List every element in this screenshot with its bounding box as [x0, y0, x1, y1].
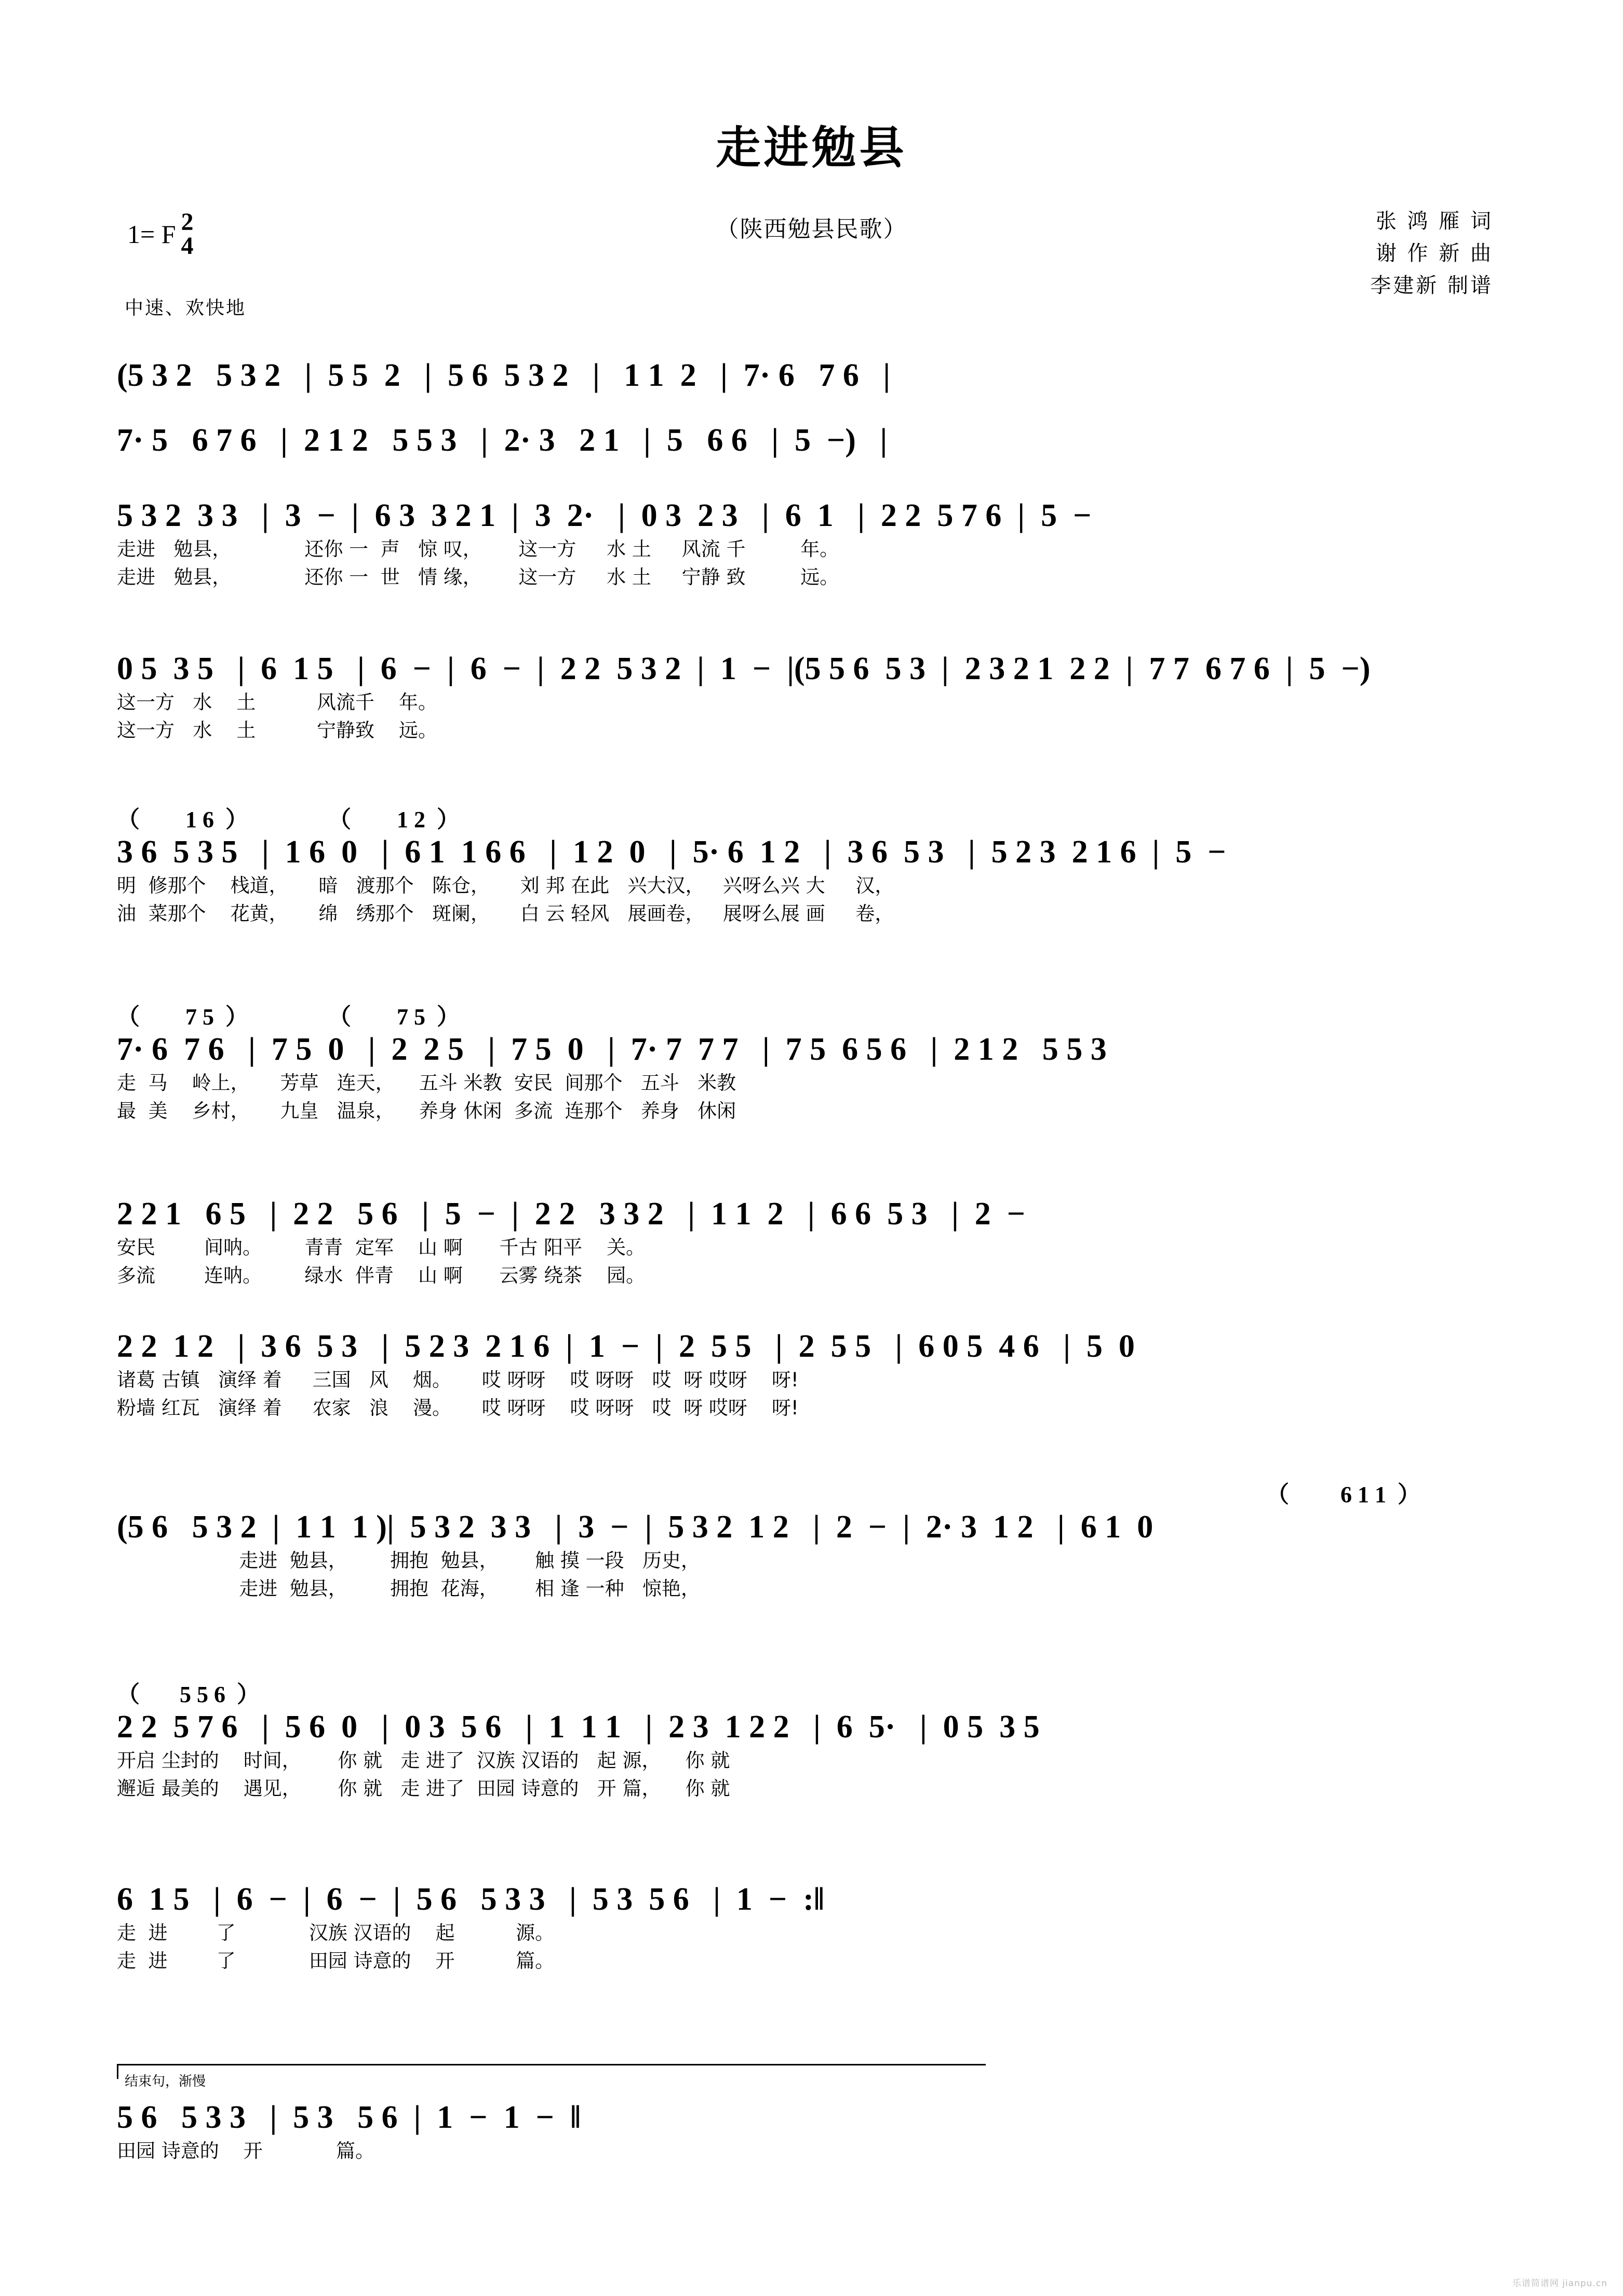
- lyric-line-2: 多流 连呐。 绿水 伴青 山 啊 云雾 绕茶 园。: [117, 1264, 646, 1287]
- watermark: 乐谱简谱网 jianpu.cn: [1512, 2278, 1607, 2289]
- lyric-line-1: 走 进 了 汉族 汉语的 起 源。: [117, 1922, 555, 1944]
- lyric-line-2: 走 进 了 田园 诗意的 开 篇。: [117, 1950, 555, 1972]
- music-system-verse-7: [117, 1482, 1509, 1603]
- notation-line: 5 3 2 3 3 | 3 − | 6 3 3 2 1 | 3 2· | 0 3 2 3 | 6 1 | 2 2 5 7 6 | 5 −: [117, 498, 1092, 533]
- coda-label: 结束句，渐慢: [125, 2074, 206, 2089]
- notation-line: 5 6 5 3 3 | 5 3 5 6 | 1 − 1 − ‖: [117, 2100, 581, 2135]
- music-system-coda: [117, 2098, 1509, 2165]
- tempo-marking: 中速、欢快地: [125, 298, 247, 319]
- lyric-line-1: 田园 诗意的 开 篇。: [117, 2140, 374, 2162]
- notation-line: 6 1 5 | 6 − | 6 − | 5 6 5 3 3 | 5 3 5 6 | 1 − :‖: [117, 1882, 825, 1917]
- music-system-verse-2: [117, 649, 1509, 745]
- notation-line: 2 2 1 6 5 | 2 2 5 6 | 5 − | 2 2 3 3 2 | 1 1 2 | 6 6 5 3 | 2 −: [117, 1196, 1026, 1232]
- time-signature: [181, 210, 194, 258]
- music-system-intro-2: [117, 421, 1509, 460]
- notation-line: 2 2 5 7 6 | 5 6 0 | 0 3 5 6 | 1 1 1 | 2 3 1 2 2 | 6 5· | 0 5 3 5: [117, 1709, 1040, 1745]
- page-title: 走进勉县: [716, 122, 907, 174]
- lyric-line-1: 开启 尘封的 时间， 你 就 走 进了 汉族 汉语的 起 源， 你 就: [117, 1749, 730, 1772]
- notation-line: (5 6 5 3 2 | 1 1 1 )| 5 3 2 3 3 | 3 − | 5 3 2 1 2 | 2 − | 2· 3 1 2 | 6 1 0: [117, 1509, 1153, 1545]
- lyric-line-2: 走进 勉县， 拥抱 花海， 相 逢 一种 惊艳，: [117, 1577, 700, 1600]
- notation-line: 3 6 5 3 5 | 1 6 0 | 6 1 1 6 6 | 1 2 0 | 5· 6 1 2 | 3 6 5 3 | 5 2 3 2 1 6 | 5 −: [117, 834, 1226, 870]
- key-signature-text: 1= F: [127, 219, 176, 249]
- lyric-line-1: 走 马 岭上， 芳草 连天， 五斗 米教 安民 间那个 五斗 米教: [117, 1072, 736, 1094]
- music-system-verse-4: [117, 1005, 1509, 1125]
- music-system-verse-1: [117, 496, 1509, 591]
- lyric-line-1: 这一方 水 土 风流千 年。: [117, 691, 437, 713]
- lyric-line-1: 走进 勉县， 还你 一 声 惊 叹， 这一方 水 土 风流 千 年。: [117, 538, 839, 560]
- ossia-line: （ 6 1 1 ）: [1266, 1482, 1420, 1507]
- ossia-line: （ 5 5 6 ）: [117, 1682, 260, 1707]
- lyric-line-2: 走进 勉县， 还你 一 世 情 缘， 这一方 水 土 宁静 致 远。: [117, 566, 839, 588]
- lyric-line-1: 诸葛 古镇 演绎 着 三国 风 烟。 哎 呀呀 哎 呀呀 哎 呀 哎呀 呀!: [117, 1369, 799, 1391]
- lyric-line-1: 明 修那个 栈道， 暗 渡那个 陈仓， 刘 邦 在此 兴大汉， 兴呀么兴 大 汉，: [117, 874, 894, 897]
- ossia-line: （ 7 5 ） （ 7 5 ）: [117, 1004, 460, 1030]
- credit-lyricist: 张 鸿 雁 词: [1375, 209, 1493, 233]
- music-system-verse-3: [117, 807, 1509, 928]
- credits-block: [1370, 205, 1493, 302]
- music-system-verse-5: [117, 1194, 1509, 1290]
- time-signature-bottom: 4: [181, 232, 194, 260]
- notation-line: 7· 5 6 7 6 | 2 1 2 5 5 3 | 2· 3 2 1 | 5 6 6 | 5 −) |: [117, 423, 888, 458]
- music-system-verse-9: [117, 1880, 1509, 1975]
- lyric-line-1: 走进 勉县， 拥抱 勉县， 触 摸 一段 历史，: [117, 1549, 700, 1572]
- notation-line: 7· 6 7 6 | 7 5 0 | 2 2 5 | 7 5 0 | 7· 7 7 7 | 7 5 6 5 6 | 2 1 2 5 5 3: [117, 1032, 1107, 1067]
- notation-line: 2 2 1 2 | 3 6 5 3 | 5 2 3 2 1 6 | 1 − | 2 5 5 | 2 5 5 | 6 0 5 4 6 | 5 0: [117, 1329, 1135, 1364]
- key-signature: [127, 210, 194, 258]
- coda-bracket: [117, 2064, 986, 2079]
- lyric-line-2: 最 美 乡村， 九皇 温泉， 养身 休闲 多流 连那个 养身 休闲: [117, 1100, 736, 1122]
- lyric-line-1: 安民 间呐。 青青 定军 山 啊 千古 阳平 关。: [117, 1236, 646, 1259]
- notation-line: 0 5 3 5 | 6 1 5 | 6 − | 6 − | 2 2 5 3 2 | 1 − |(5 5 6 5 3 | 2 3 2 1 2 2 | 7 7 6 7 6 | 5 −): [117, 651, 1371, 686]
- ossia-line: （ 1 6 ） （ 1 2 ）: [117, 807, 460, 832]
- lyric-line-2: 粉墙 红瓦 演绎 着 农家 浪 漫。 哎 呀呀 哎 呀呀 哎 呀 哎呀 呀!: [117, 1397, 799, 1419]
- lyric-line-2: 邂逅 最美的 遇见， 你 就 走 进了 田园 诗意的 开 篇， 你 就: [117, 1777, 730, 1800]
- lyric-line-2: 这一方 水 土 宁静致 远。: [117, 719, 437, 741]
- music-system-verse-6: [117, 1327, 1509, 1422]
- page-subtitle: （陕西勉县民歌）: [716, 216, 907, 242]
- music-system-intro-1: [117, 356, 1509, 395]
- credit-arranger: 李建新 制谱: [1370, 274, 1493, 298]
- music-system-verse-8: [117, 1682, 1509, 1803]
- notation-line: (5 3 2 5 3 2 | 5 5 2 | 5 6 5 3 2 | 1 1 2 | 7· 6 7 6 |: [117, 358, 891, 393]
- lyric-line-2: 油 菜那个 花黄， 绵 绣那个 斑阑， 白 云 轻风 展画卷， 展呀么展 画 卷，: [117, 902, 894, 925]
- time-signature-top: 2: [181, 208, 194, 236]
- credit-composer: 谢 作 新 曲: [1375, 241, 1493, 265]
